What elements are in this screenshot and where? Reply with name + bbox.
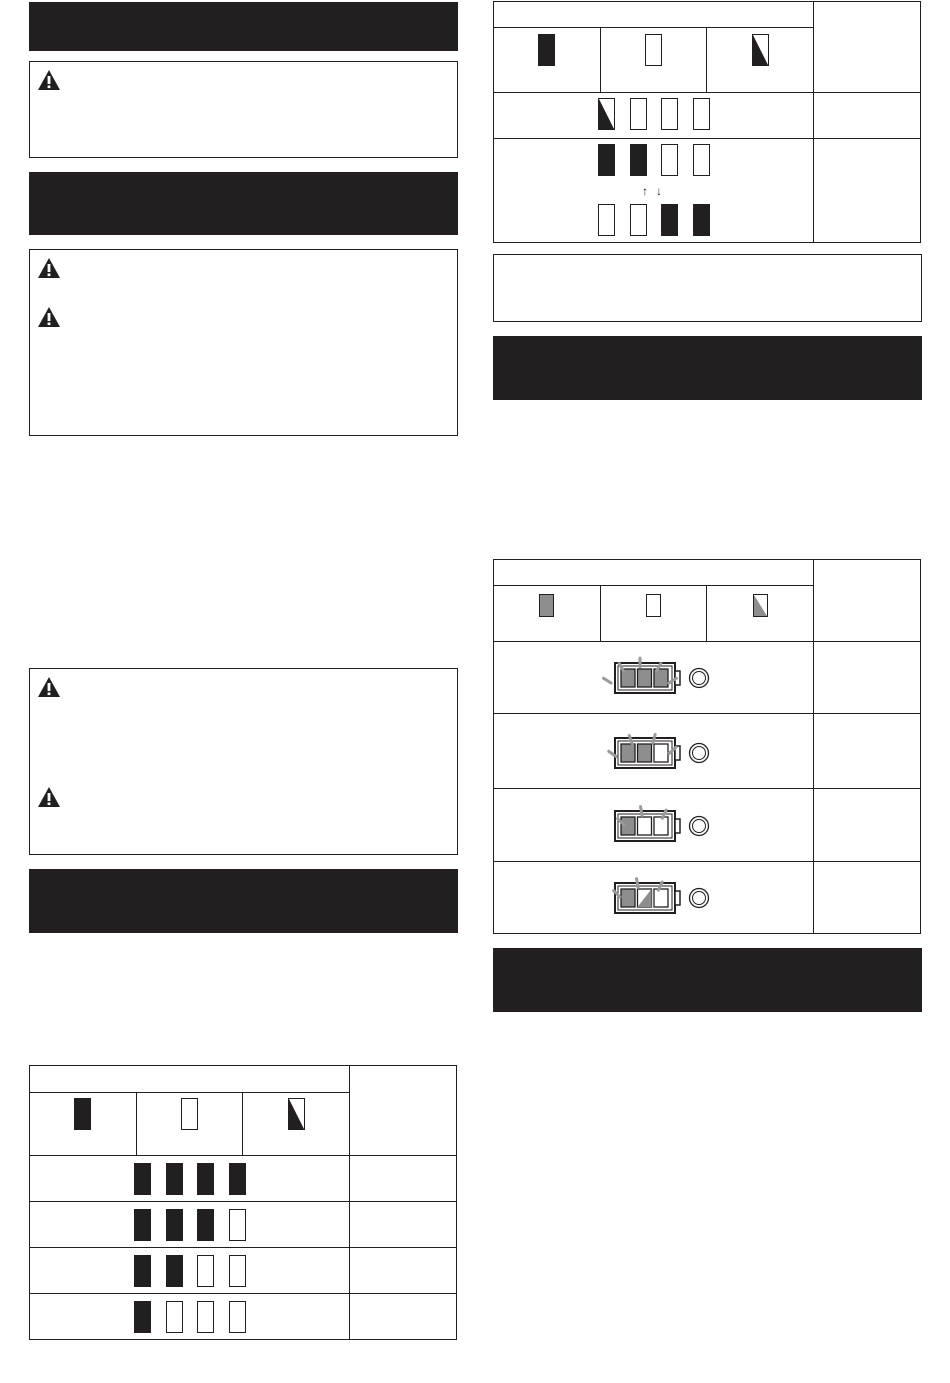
warning-triangle-icon [37,306,61,328]
arrow-up-icon: ↑ [642,184,648,198]
indicator-lamp-off [166,1301,183,1333]
indicator-lamp-off [661,98,678,130]
warning-box [29,61,458,158]
section-header-bar [29,172,458,235]
indicator-lamp-off [598,204,615,236]
indicator-lamp-on [134,1301,151,1333]
indicator-lamp-off [197,1255,214,1287]
indicator-lamp-on [134,1255,151,1287]
warning-triangle-icon [37,676,61,698]
indicator-lamp-on [661,204,678,236]
section-header-bar [29,2,458,51]
indicator-lamp-on [693,204,710,236]
warning-box [29,668,458,855]
warning-triangle-icon [37,69,61,91]
remaining-capacity-table [493,559,921,934]
indicator-lamp-off [693,144,710,176]
indicator-lamp-off [645,34,662,66]
indicator-lamp-on [229,1163,246,1195]
indicator-lamp-on [630,144,647,176]
note-box [493,254,922,322]
arrow-down-icon: ↓ [656,184,662,198]
warning-triangle-icon [37,786,61,808]
indicator-lamp-off [693,98,710,130]
indicator-lamp-off [181,1098,198,1130]
indicator-lamp-off [197,1301,214,1333]
indicator-lamp-on [598,144,615,176]
indicator-lamp-on [134,1209,151,1241]
indicator-lamp-blinking [752,34,769,66]
indicator-lamp-on [538,34,555,66]
indicator-lamp-off [646,594,661,617]
warning-box [29,249,458,436]
indicator-lamp-on [539,594,554,617]
indicator-lamp-on [134,1163,151,1195]
indicator-lamp-blinking [753,594,768,617]
indicator-lamp-on [197,1163,214,1195]
indicator-lamp-on [197,1209,214,1241]
indicator-lamp-on [166,1255,183,1287]
indicator-lamp-on [166,1163,183,1195]
battery-gauge-icon [593,641,703,713]
indicator-lamp-off [229,1301,246,1333]
indicator-lamp-on [166,1209,183,1241]
charge-indicator-table [29,1065,457,1340]
indicator-lamp-on [74,1098,91,1130]
battery-gauge-icon [593,788,703,861]
status-indicator-table [493,1,921,243]
warning-triangle-icon [37,257,61,279]
section-header-bar [493,336,922,400]
indicator-lamp-off [630,98,647,130]
battery-gauge-icon [593,861,703,933]
indicator-lamp-off [661,144,678,176]
indicator-lamp-blinking [288,1098,305,1130]
indicator-lamp-off [229,1255,246,1287]
indicator-lamp-blinking [598,98,615,130]
indicator-lamp-off [630,204,647,236]
section-header-bar [29,869,458,933]
section-header-bar [493,948,922,1012]
battery-gauge-icon [593,713,703,788]
indicator-lamp-off [229,1209,246,1241]
